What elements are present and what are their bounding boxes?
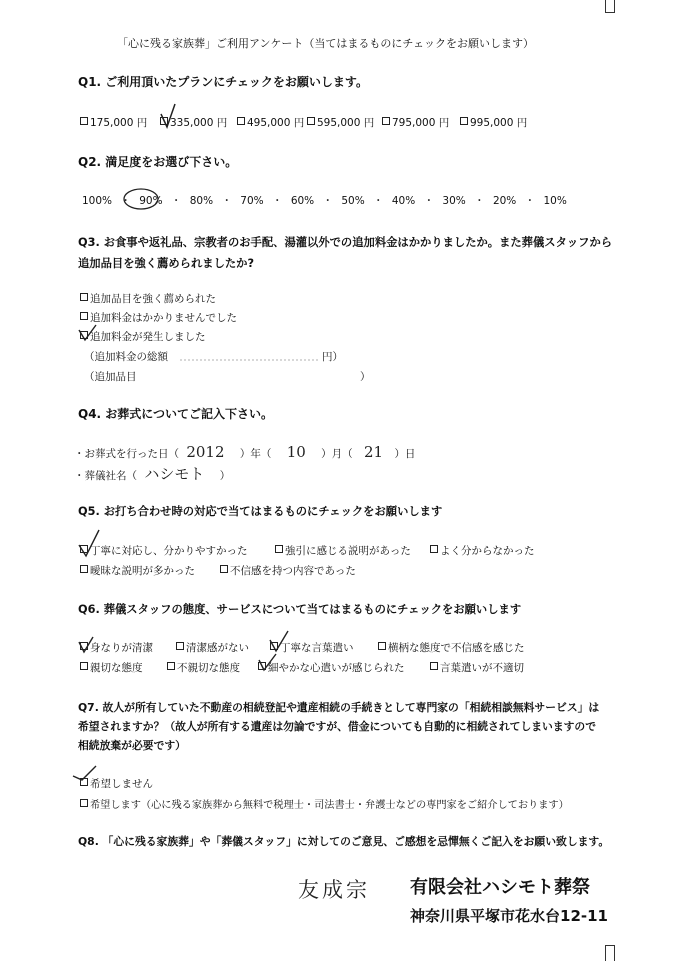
q2-option-90[interactable]: 90% xyxy=(139,195,163,207)
q5-option-label: 丁寧に対応し、分かりやすかった xyxy=(90,545,248,557)
checkbox[interactable] xyxy=(430,545,438,553)
q6-option-unkempt[interactable] xyxy=(176,640,249,655)
q5-option-forceful[interactable] xyxy=(275,543,411,558)
q7-option-label: 希望します（心に残る家族葬から無料で税理士・司法書士・弁護士などの専門家をご紹介しております） xyxy=(90,800,569,811)
q2-option-40[interactable]: 40% xyxy=(391,195,416,207)
q2-option-50[interactable]: 50% xyxy=(341,195,365,207)
checkbox[interactable] xyxy=(80,662,88,670)
q7-question-line3: 相続放棄が必要です） xyxy=(78,739,186,752)
q1-option-995000[interactable] xyxy=(460,115,527,130)
q3-items-label: （追加品目 xyxy=(84,371,137,383)
checkbox[interactable] xyxy=(382,117,390,125)
q3-amount-unit: 円） xyxy=(322,351,343,363)
q6-option-label: 親切な態度 xyxy=(90,662,143,674)
q4-month-value[interactable]: 10 xyxy=(286,443,306,461)
q6-option-label: 丁寧な言葉遣い xyxy=(280,642,354,654)
checkbox[interactable] xyxy=(80,545,88,553)
q3-amount-label: （追加料金の総額 xyxy=(84,351,168,363)
q3-question-line1: Q3. お食事や返礼品、宗教者のお手配、湯灌以外での追加料金はかかりましたか。また葬儀スタッフから xyxy=(78,236,613,249)
q1-option-label: 595,000 円 xyxy=(317,117,375,129)
checkbox[interactable] xyxy=(80,312,88,320)
q1-option-label: 995,000 円 xyxy=(470,117,528,129)
q4-company-row xyxy=(74,463,230,484)
company-stamp-name: 有限会社ハシモト葬祭 xyxy=(410,877,590,898)
q5-option-vague[interactable] xyxy=(80,563,195,578)
q1-option-label: 495,000 円 xyxy=(247,117,305,129)
q4-year-value[interactable]: 2012 xyxy=(186,443,225,461)
q3-option-recommended[interactable] xyxy=(80,291,216,306)
q6-option-improper-speech[interactable] xyxy=(430,660,524,675)
q4-question: Q4. お葬式についてご記入下さい。 xyxy=(78,407,274,421)
checkbox[interactable] xyxy=(80,799,88,807)
q2-option-70[interactable]: 70% xyxy=(240,195,264,207)
q2-separator: ・ xyxy=(524,195,536,207)
q5-option-distrust[interactable] xyxy=(220,563,356,578)
q2-option-30[interactable]: 30% xyxy=(442,195,466,207)
q6-option-neat[interactable] xyxy=(80,640,153,655)
checkbox[interactable] xyxy=(80,642,88,650)
q3-option-charged[interactable] xyxy=(80,329,206,344)
q6-option-unkind[interactable] xyxy=(167,660,240,675)
q7-question-line1: Q7. 故人が所有していた不動産の相続登記や遺産相続の手続きとして専門家の「相続相談無料サービス」は xyxy=(78,701,600,714)
q1-option-175000[interactable] xyxy=(80,115,147,130)
q2-question: Q2. 満足度をお選び下さい。 xyxy=(78,155,238,169)
checkbox[interactable] xyxy=(160,117,168,125)
q1-option-335000[interactable] xyxy=(160,115,227,130)
q2-option-80[interactable]: 80% xyxy=(189,195,214,207)
checkbox[interactable] xyxy=(378,642,386,650)
q4-year-unit: ）年（ xyxy=(239,448,272,460)
q4-company-close: ） xyxy=(219,470,231,482)
q3-option-label: 追加料金が発生しました xyxy=(90,331,206,343)
q2-option-20[interactable]: 20% xyxy=(492,195,517,207)
checkbox[interactable] xyxy=(275,545,283,553)
q6-option-label: 細やかな心遣いが感じられた xyxy=(268,662,405,674)
q5-question: Q5. お打ち合わせ時の対応で当てはまるものにチェックをお願いします xyxy=(78,505,443,518)
q6-option-attentive[interactable] xyxy=(258,660,405,675)
q6-option-label: 言葉遣いが不適切 xyxy=(440,662,524,674)
checkbox[interactable] xyxy=(220,565,228,573)
checkbox[interactable] xyxy=(430,662,438,670)
q2-separator: ・ xyxy=(170,195,182,207)
q6-option-label: 横柄な態度で不信感を感じた xyxy=(388,642,525,654)
q6-option-arrogant[interactable] xyxy=(378,640,525,655)
q2-separator: ・ xyxy=(373,195,384,207)
q6-option-label: 清潔感がない xyxy=(186,642,249,654)
q1-option-795000[interactable] xyxy=(382,115,449,130)
q3-option-label: 追加品目を強く薦められた xyxy=(90,293,216,305)
q1-question: Q1. ご利用頂いたプランにチェックをお願いします。 xyxy=(78,75,368,89)
q6-option-kind[interactable] xyxy=(80,660,143,675)
q7-option-yes[interactable] xyxy=(80,796,569,811)
checkbox[interactable] xyxy=(80,293,88,301)
q4-company-label: ・葬儀社名（ xyxy=(74,470,137,482)
checkbox[interactable] xyxy=(307,117,315,125)
q6-option-label: 不親切な態度 xyxy=(177,662,240,674)
q6-option-polite-speech[interactable] xyxy=(270,640,354,655)
q1-option-595000[interactable] xyxy=(307,115,374,130)
q3-question-line2: 追加品目を強く薦められましたか? xyxy=(78,257,255,270)
q6-question: Q6. 葬儀スタッフの態度、サービスについて当てはまるものにチェックをお願いします xyxy=(78,603,522,616)
q8-question: Q8. 「心に残る家族葬」や「葬儀スタッフ」に対してのご意見、ご感想を忌憚無くご記入をお願い致します。 xyxy=(78,835,610,848)
company-stamp-address: 神奈川県平塚市花水台12-11 xyxy=(410,907,608,925)
q4-month-unit: ）月（ xyxy=(321,448,353,460)
checkbox[interactable] xyxy=(80,117,88,125)
q3-option-no-charge[interactable] xyxy=(80,310,237,325)
checkbox[interactable] xyxy=(80,565,88,573)
q5-option-polite[interactable] xyxy=(80,543,248,558)
q1-option-label: 795,000 円 xyxy=(392,117,450,129)
q2-separator: ・ xyxy=(271,195,283,207)
q2-option-60[interactable]: 60% xyxy=(290,195,315,207)
q4-day-value[interactable]: 21 xyxy=(364,443,384,461)
q7-option-no[interactable] xyxy=(80,776,153,791)
q2-scale xyxy=(82,193,567,208)
corner-mark-top-right xyxy=(605,0,615,13)
q2-separator: ・ xyxy=(423,195,435,207)
q7-question-line2: 希望されますか？（故人が所有する遺産は勿論ですが、借金についても自動的に相続されてしまいますので xyxy=(78,720,597,733)
q5-option-unclear[interactable] xyxy=(430,543,535,558)
checkbox[interactable] xyxy=(270,642,278,650)
q4-date-label: ・お葬式を行った日（ xyxy=(74,448,179,460)
q1-option-495000[interactable] xyxy=(237,115,304,130)
q5-option-label: 曖昧な説明が多かった xyxy=(90,565,195,577)
q2-separator: ・ xyxy=(474,195,485,207)
q5-option-label: 強引に感じる説明があった xyxy=(285,545,411,557)
q4-date-row xyxy=(74,443,415,461)
corner-mark-bottom-right xyxy=(605,945,615,961)
q2-separator: ・ xyxy=(322,195,333,207)
checkbox[interactable] xyxy=(80,331,88,339)
q7-option-label: 希望しません xyxy=(90,778,153,790)
checkbox[interactable] xyxy=(258,662,266,670)
q2-separator: ・ xyxy=(221,195,232,207)
q4-company-value[interactable]: ハシモト xyxy=(144,465,205,483)
q4-day-unit: ）日 xyxy=(394,448,416,460)
handwritten-signature: 友成宗 xyxy=(298,878,370,902)
checkbox[interactable] xyxy=(237,117,245,125)
checkbox[interactable] xyxy=(460,117,468,125)
q1-option-label: 175,000 円 xyxy=(90,117,148,129)
checkbox[interactable] xyxy=(167,662,175,670)
q2-option-10[interactable]: 10% xyxy=(543,195,567,207)
q2-option-100[interactable]: 100% xyxy=(82,195,113,207)
q5-option-label: よく分からなかった xyxy=(440,545,535,557)
q1-option-label: 335,000 円 xyxy=(170,117,228,129)
q3-option-label: 追加料金はかかりませんでした xyxy=(90,312,237,324)
q2-separator: ・ xyxy=(120,195,131,207)
page-title: 「心に残る家族葬」ご利用アンケート（当てはまるものにチェックをお願いします） xyxy=(117,37,535,50)
checkbox[interactable] xyxy=(176,642,184,650)
checkbox[interactable] xyxy=(80,778,88,786)
q6-option-label: 身なりが清潔 xyxy=(90,642,153,654)
q5-option-label: 不信感を持つ内容であった xyxy=(230,565,356,577)
q3-items-close: ） xyxy=(360,371,371,383)
